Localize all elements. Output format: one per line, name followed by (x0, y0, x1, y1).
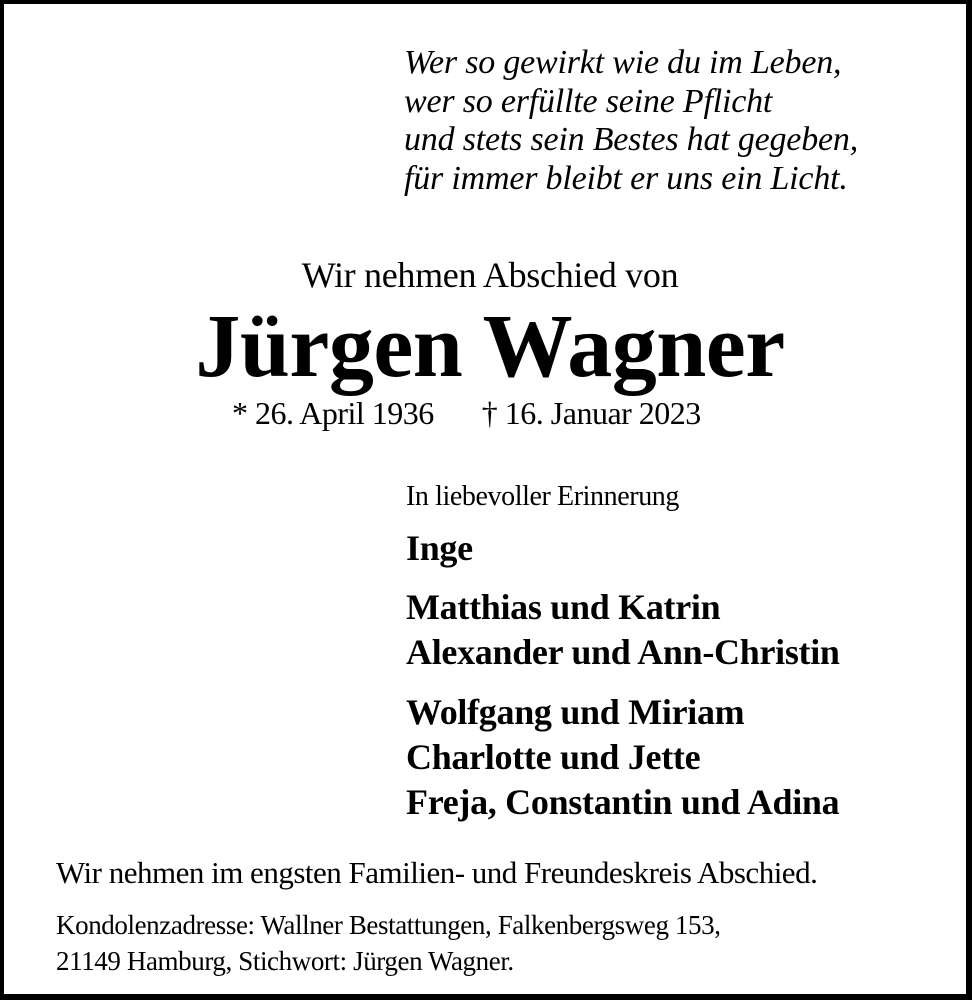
mourner-group (406, 526, 473, 571)
memory-intro: In liebevoller Erinnerung (406, 481, 680, 512)
poem-line: für immer bleibt er uns ein Licht. (404, 159, 848, 197)
deceased-name: Jürgen Wagner (195, 297, 785, 396)
closing-statement: Wir nehmen im engsten Familien- und Freundeskreis Abschied. (56, 855, 818, 890)
death-date: † 16. Januar 2023 (481, 395, 701, 431)
mourner-group (406, 585, 840, 675)
memorial-poem (404, 44, 858, 198)
poem-line: wer so erfüllte seine Pflicht (404, 82, 773, 120)
life-dates (232, 394, 701, 432)
address-line: 21149 Hamburg, Stichwort: Jürgen Wagner. (56, 946, 514, 976)
mourner-line: Inge (406, 528, 473, 568)
farewell-intro: Wir nehmen Abschied von (301, 255, 679, 295)
mourner-group (406, 690, 839, 825)
mourner-line: Charlotte und Jette (406, 737, 701, 777)
birth-date: * 26. April 1936 (232, 395, 434, 431)
mourner-line: Wolfgang und Miriam (406, 692, 745, 732)
mourner-line: Alexander und Ann-Christin (406, 632, 840, 672)
poem-line: und stets sein Bestes hat gegeben, (404, 121, 858, 158)
condolence-address (56, 907, 721, 979)
address-line: Kondolenzadresse: Wallner Bestattungen, Falkenbergsweg 153, (56, 910, 721, 940)
mourner-line: Matthias und Katrin (406, 587, 721, 627)
poem-line: Wer so gewirkt wie du im Leben, (404, 44, 842, 81)
mourner-line: Freja, Constantin und Adina (406, 782, 840, 822)
